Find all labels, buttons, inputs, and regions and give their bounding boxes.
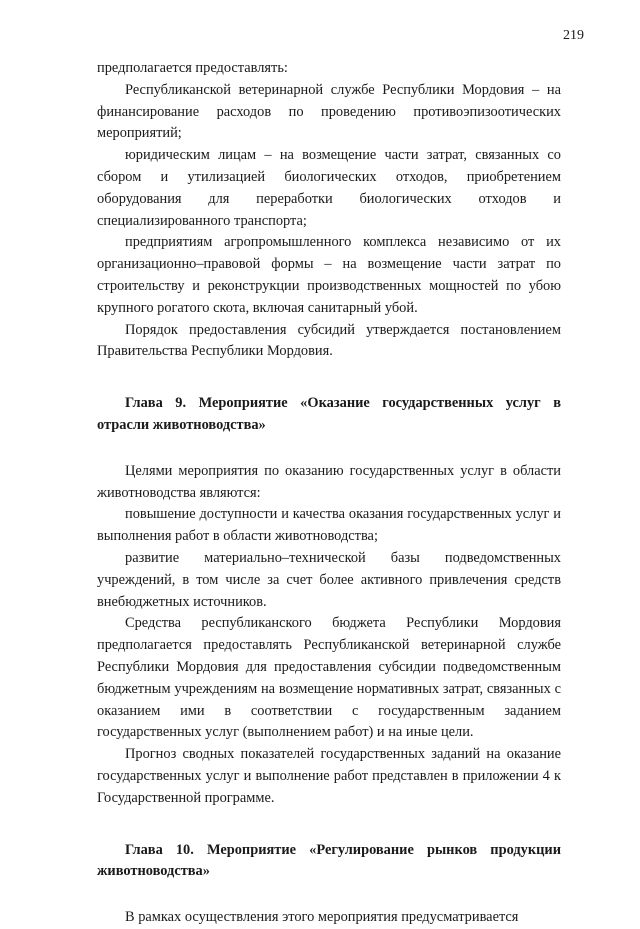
paragraph-vet-service: Республиканской ветеринарной службе Республики Мордовия – на финансирование расходов по проведению противоэпизоотических мероприятий; (97, 81, 561, 142)
chapter-9-paragraph-accessibility: повышение доступности и качества оказания государственных услуг и выполнения работ в области животноводства; (97, 506, 561, 545)
paragraph-subsidy-order: Порядок предоставления субсидий утверждается постановлением Правительства Республики Мордовия. (97, 321, 561, 360)
chapter-10-paragraph-intro: В рамках осуществления этого мероприятия предусматривается (125, 909, 519, 926)
chapter-9-paragraph-material-base: развитие материально–технической базы подведомственных учреждений, в том числе за счет более активного привлечения средств внебюджетных источников. (97, 549, 561, 610)
chapter-9-paragraph-budget-funds: Средства республиканского бюджета Республики Мордовия предполагается предоставлять Республиканской ветеринарной службе Республики Мордовия для предоставления субсидии подведомственным бюджетным учреждениям на возмещение нормативных затрат, связанных с оказанием ими в соответствии с государственным заданием государственных услуг (выполнением работ) и на иные цели. (97, 615, 561, 741)
chapter-9-heading: Глава 9. Мероприятие «Оказание государственных услуг в отрасли животноводства» (97, 395, 561, 433)
paragraph-agro-enterprises: предприятиям агропромышленного комплекса независимо от их организационно–правовой формы – на возмещение части затрат по строительству и реконструкции производственных мощностей по убою крупного рогатого скота, включая санитарный убой. (97, 234, 561, 316)
chapter-9-paragraph-goals: Целями мероприятия по оказанию государственных услуг в области животноводства являются: (97, 462, 561, 501)
paragraph-continuation: предполагается предоставлять: (97, 60, 288, 76)
page-number: 219 (563, 28, 584, 43)
paragraph-legal-entities: юридическим лицам – на возмещение части затрат, связанных со сбором и утилизацией биологических отходов, приобретением оборудования для переработки биологических отходов и специализированного транспорта; (97, 147, 561, 229)
page-content (97, 58, 561, 929)
chapter-10-heading: Глава 10. Мероприятие «Регулирование рынков продукции животноводства» (97, 841, 561, 880)
chapter-9-paragraph-forecast: Прогноз сводных показателей государственных заданий на оказание государственных услуг и выполнение работ представлен в приложении 4 к Государственной программе. (97, 746, 561, 806)
